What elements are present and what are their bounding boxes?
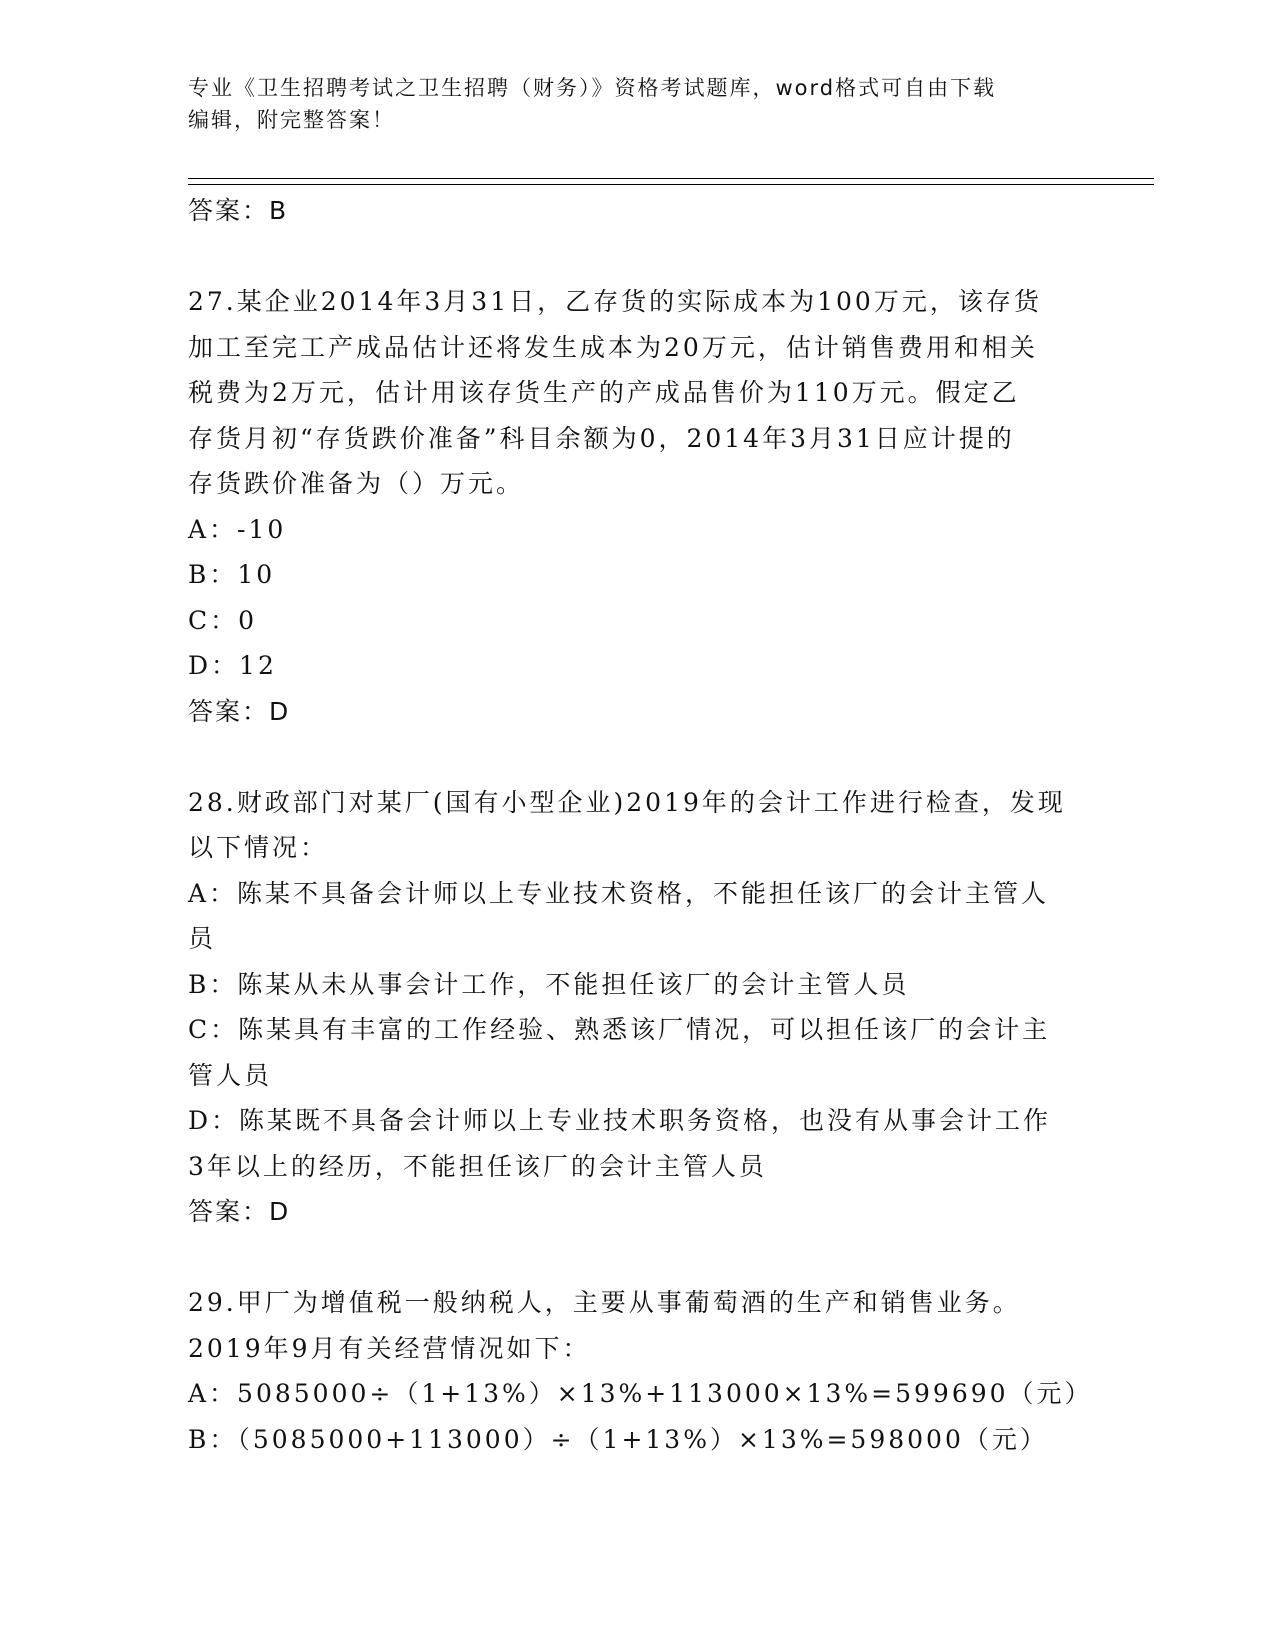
- question-27-text-1: 27.某企业2014年3月31日，乙存货的实际成本为100万元，该存货: [188, 287, 1042, 316]
- question-27-option-d: D：12: [188, 651, 277, 680]
- question-27-option-a: A：-10: [188, 514, 287, 544]
- question-27-answer: 答案：D: [188, 696, 291, 726]
- question-28-option-d: D：陈某既不具备会计师以上专业技术职务资格，也没有从事会计工作: [188, 1106, 1052, 1135]
- question-29-option-a: A：5085000÷（1+13%）×13%+113000×13%=599690（元）: [188, 1379, 1093, 1408]
- header-line-2: 编辑，附完整答案！: [188, 108, 395, 132]
- header-divider-bottom: [188, 184, 1154, 185]
- question-body: [188, 188, 1093, 1462]
- question-27-text-2: 加工至完工产成品估计还将发生成本为20万元，估计销售费用和相关: [188, 332, 1038, 362]
- spacer: [188, 1235, 1088, 1281]
- question-29: [188, 1280, 1093, 1462]
- spacer: [188, 734, 1088, 780]
- page-header: [188, 72, 1088, 136]
- header-line-1: 专业《卫生招聘考试之卫生招聘（财务）》资格考试题库，word格式可自由下载: [188, 76, 997, 100]
- question-27-option-b: B：10: [188, 560, 276, 589]
- question-28-option-c: C：陈某具有丰富的工作经验、熟悉该厂情况，可以担任该厂的会计主: [188, 1015, 1051, 1044]
- question-28-text-1: 28.财政部门对某厂(国有小型企业)2019年的会计工作进行检查，发现: [188, 787, 1066, 817]
- question-28-text-2: 以下情况：: [188, 833, 329, 862]
- question-28-option-b: B：陈某从未从事会计工作，不能担任该厂的会计主管人员: [188, 969, 910, 999]
- spacer: [188, 234, 1088, 280]
- question-29-text-1: 29.甲厂为增值税一般纳税人，主要从事葡萄酒的生产和销售业务。: [188, 1288, 1021, 1317]
- question-27-text-5: 存货跌价准备为（）万元。: [188, 469, 525, 498]
- question-27-text-4: 存货月初“存货跌价准备”科目余额为0，2014年3月31日应计提的: [188, 423, 1015, 453]
- header-divider-top: [188, 178, 1154, 179]
- question-28-answer: 答案：D: [188, 1197, 291, 1226]
- previous-answer: 答案：B: [188, 196, 289, 225]
- question-28-option-c-cont: 管人员: [188, 1060, 273, 1090]
- question-29-text-2: 2019年9月有关经营情况如下：: [188, 1333, 591, 1363]
- question-27-option-c: C：0: [188, 605, 258, 635]
- question-27-text-3: 税费为2万元，估计用该存货生产的产成品售价为110万元。假定乙: [188, 378, 1020, 407]
- question-28-option-a: A：陈某不具备会计师以上专业技术资格，不能担任该厂的会计主管人: [188, 878, 1050, 908]
- question-29-option-b: B：（5085000+113000）÷（1+13%）×13%=598000（元）: [188, 1424, 1048, 1454]
- question-28-option-d-cont: 3年以上的经历，不能担任该厂的会计主管人员: [188, 1151, 767, 1181]
- question-28: [188, 780, 1088, 1235]
- question-27: [188, 279, 1088, 734]
- question-28-option-a-cont: 员: [188, 924, 217, 953]
